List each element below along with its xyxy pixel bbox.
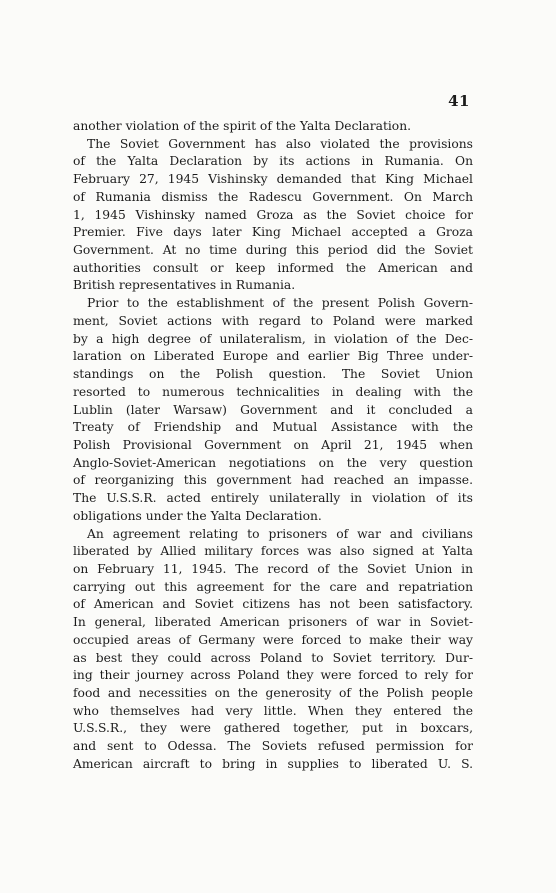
text-line: occupied areas of Germany were forced to make their way — [73, 632, 473, 647]
text-line: ing their journey across Poland they were forced to rely for — [73, 668, 473, 683]
text-line: standings on the Polish question. The Soviet Union — [73, 367, 473, 382]
text-line: of reorganizing this government had reached an impasse. — [73, 473, 473, 488]
page-number: 41 — [448, 92, 470, 110]
text-line: Premier. Five days later King Michael accepted a Groza — [73, 225, 473, 240]
text-line: 1, 1945 Vishinsky named Groza as the Soviet choice for — [73, 207, 473, 222]
text-line: by a high degree of unilateralism, in violation of the Dec- — [73, 331, 473, 346]
text-line: Prior to the establishment of the present Polish Govern- — [87, 296, 473, 311]
text-line: Polish Provisional Government on April 21, 1945 when — [73, 437, 473, 452]
text-line: The Soviet Government has also violated the provisions — [87, 136, 473, 151]
text-line: food and necessities on the generosity of the Polish people — [73, 686, 473, 700]
text-line: Treaty of Friendship and Mutual Assistance with the — [73, 420, 473, 435]
text-line: U.S.S.R., they were gathered together, put in boxcars, — [73, 721, 473, 736]
text-line: In general, liberated American prisoners of war in Soviet- — [73, 615, 473, 630]
text-line: Government. At no time during this period did the Soviet — [73, 243, 473, 258]
text-line: as best they could across Poland to Soviet territory. Dur- — [73, 650, 473, 665]
text-line: The U.S.S.R. acted entirely unilaterally in violation of its — [73, 491, 473, 506]
text-line: February 27, 1945 Vishinsky demanded that King Michael — [73, 172, 473, 187]
text-line: Anglo-Soviet-American negotiations on the very question — [73, 455, 473, 470]
text-line: of the Yalta Declaration by its actions in Rumania. On — [73, 154, 473, 169]
text-line: carrying out this agreement for the care and repatriation — [73, 579, 473, 594]
text-line: of American and Soviet citizens has not been satisfactory. — [73, 597, 473, 612]
text-line: authorities consult or keep informed the American and — [73, 260, 473, 275]
text-line: Lublin (later Warsaw) Government and it concluded a — [73, 402, 473, 417]
body-text — [73, 118, 473, 774]
text-line: another violation of the spirit of the Yalta Declaration. — [73, 119, 412, 133]
text-line: obligations under the Yalta Declaration. — [73, 508, 322, 523]
text-line: on February 11, 1945. The record of the Soviet Union in — [73, 561, 473, 576]
text-line: American aircraft to bring in supplies to liberated U. S. — [73, 756, 473, 771]
text-line: who themselves had very little. When they entered the — [73, 703, 473, 718]
text-line: resorted to numerous technicalities in dealing with the — [73, 384, 473, 399]
text-line: laration on Liberated Europe and earlier Big Three under- — [73, 349, 473, 364]
text-line: An agreement relating to prisoners of war and civilians — [87, 526, 473, 541]
text-line: and sent to Odessa. The Soviets refused permission for — [73, 739, 473, 754]
text-line: liberated by Allied military forces was also signed at Yalta — [73, 544, 473, 559]
text-line: of Rumania dismiss the Radescu Government. On March — [73, 189, 473, 204]
text-line: ment, Soviet actions with regard to Poland were marked — [73, 313, 473, 328]
text-line: British representatives in Rumania. — [73, 278, 296, 293]
